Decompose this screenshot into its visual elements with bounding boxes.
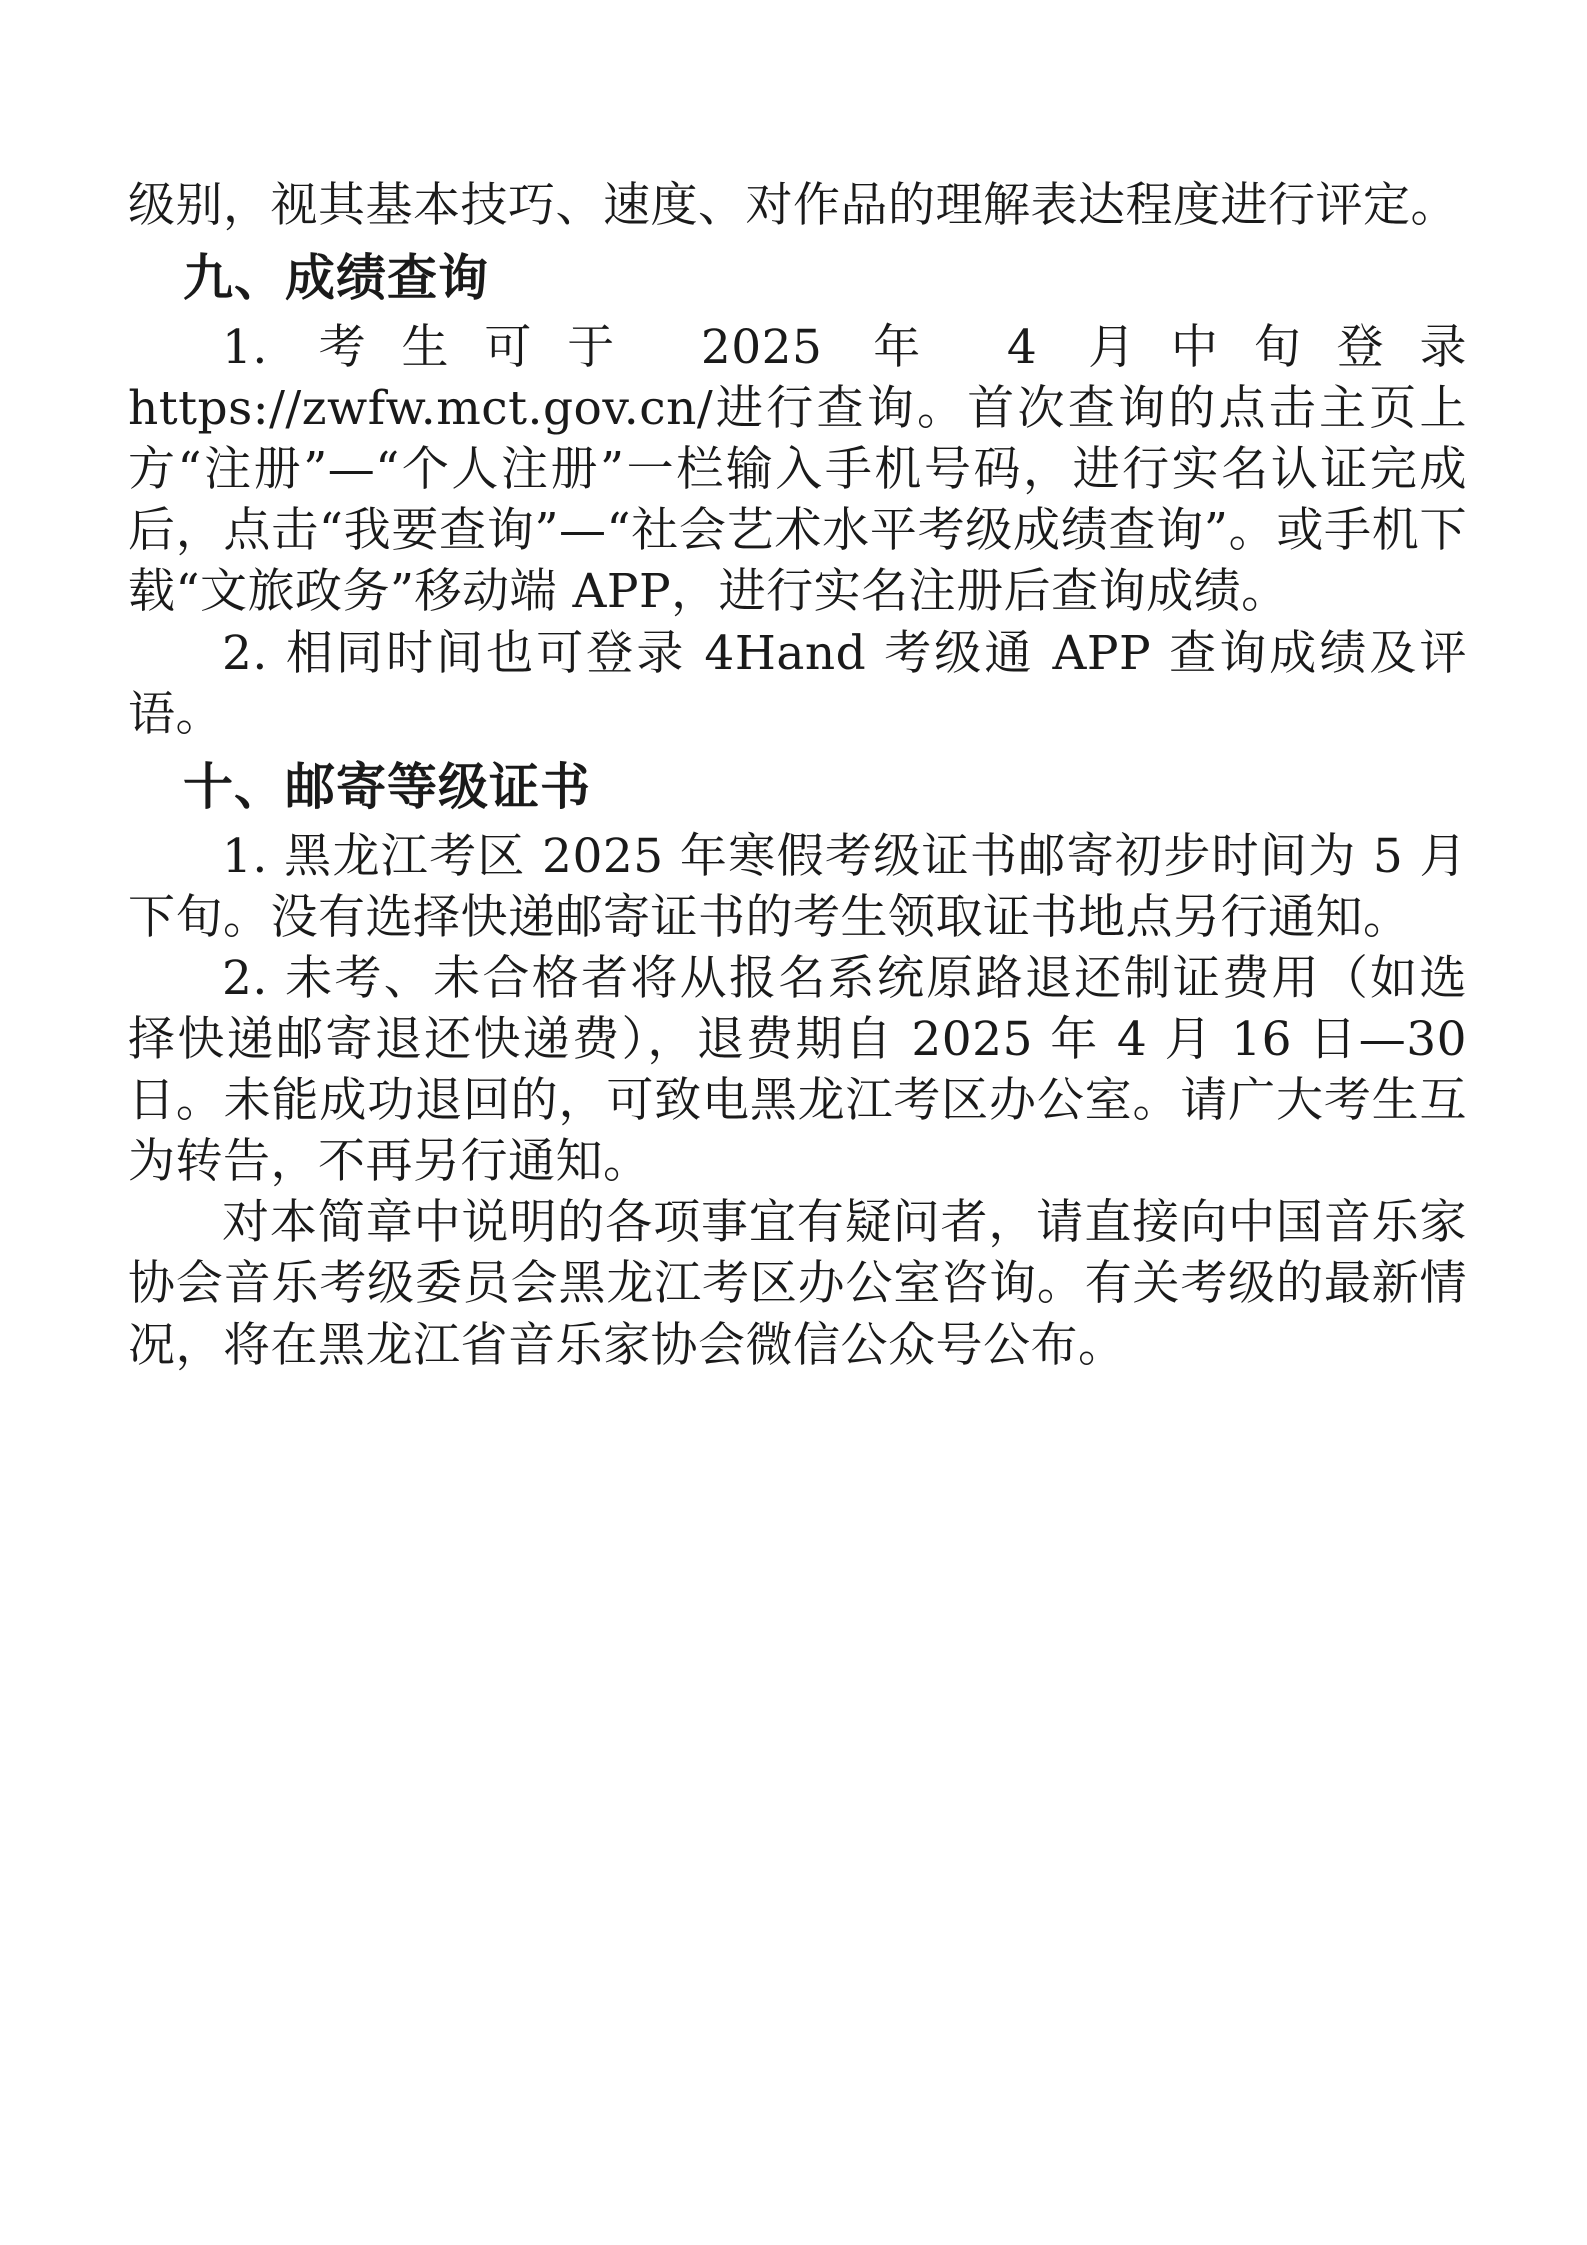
paragraph-section-nine-item-2: 2. 相同时间也可登录 4Hand 考级通 APP 查询成绩及评语。 bbox=[128, 625, 1467, 742]
paragraph-section-ten-item-2: 2. 未考、未合格者将从报名系统原路退还制证费用（如选择快递邮寄退还快递费），退费期自 2025 年 4 月 16 日—30 日。未能成功退回的，可致电黑龙江考区办公室。请广大考生互为转告，不再另行通知。 bbox=[128, 950, 1467, 1190]
paragraph-section-nine-item-1: 1. 考生可于 2025 年 4 月中旬登录 https://zwfw.mct.gov.cn/进行查询。首次查询的点击主页上方“注册”—“个人注册”一栏输入手机号码，进行实名认证完成后，点击“我要查询”—“社会艺术水平考级成绩查询”。或手机下载“文旅政务”移动端 APP，进行实名注册后查询成绩。 bbox=[128, 320, 1467, 620]
document-body bbox=[128, 175, 1467, 1376]
paragraph-section-ten-item-1: 1. 黑龙江考区 2025 年寒假考级证书邮寄初步时间为 5 月下旬。没有选择快递邮寄证书的考生领取证书地点另行通知。 bbox=[128, 828, 1467, 945]
paragraph-continued: 级别，视其基本技巧、速度、对作品的理解表达程度进行评定。 bbox=[128, 178, 1458, 233]
heading-section-ten: 十、邮寄等级证书 bbox=[183, 757, 591, 816]
heading-section-nine: 九、成绩查询 bbox=[183, 249, 489, 308]
paragraph-closing: 对本简章中说明的各项事宜有疑问者，请直接向中国音乐家协会音乐考级委员会黑龙江考区办公室咨询。有关考级的最新情况，将在黑龙江省音乐家协会微信公众号公布。 bbox=[128, 1195, 1467, 1373]
